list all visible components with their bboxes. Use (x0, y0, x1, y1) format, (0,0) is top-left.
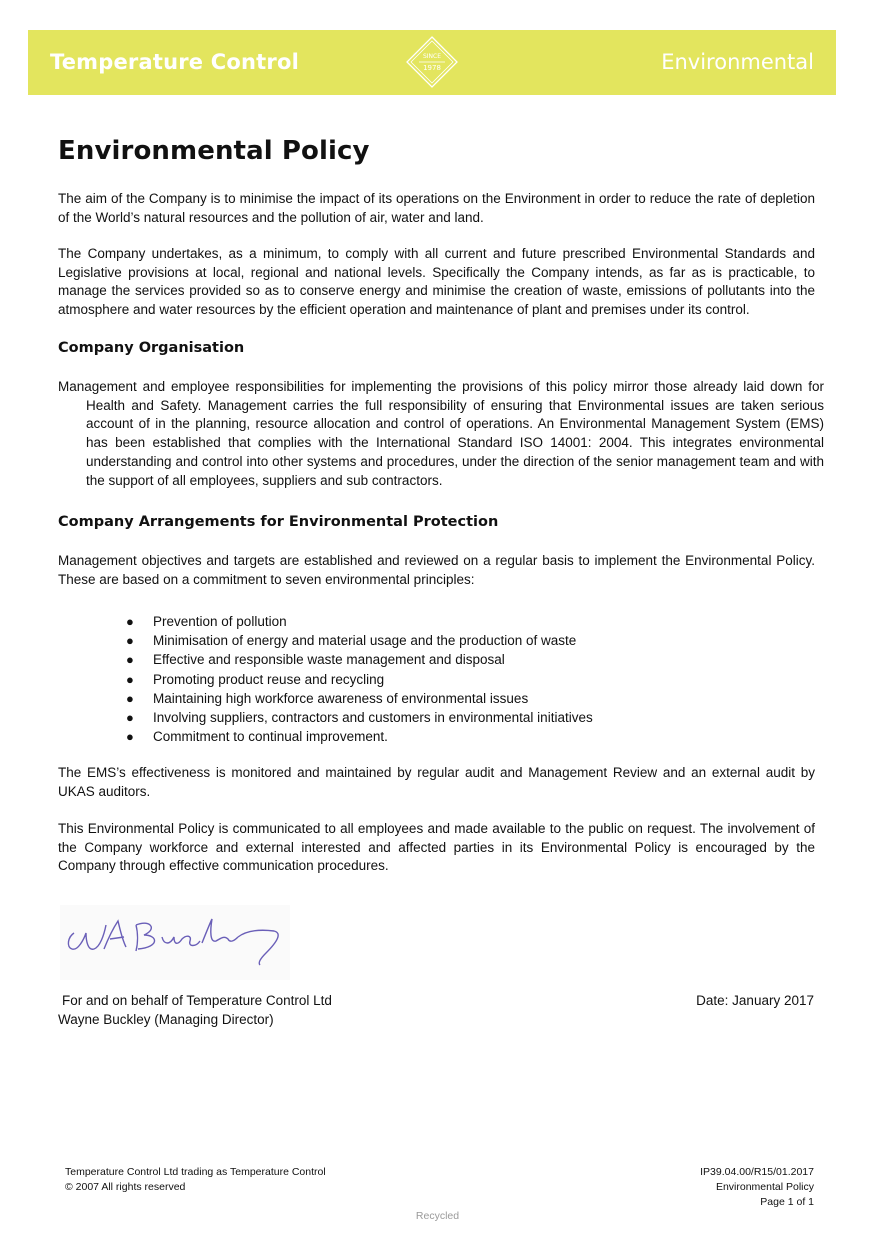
closing-text-1: The EMS’s effectiveness is monitored and maintained by regular audit and Management Review and an external audit by UKAS auditors. (58, 765, 815, 799)
bullet-icon: ● (126, 633, 134, 649)
seal-year-text: 1978 (423, 64, 441, 72)
bullet-icon: ● (126, 671, 134, 687)
intro-paragraph-1 (58, 190, 815, 227)
brand-name: Temperature Control (50, 50, 299, 74)
principle-text: Commitment to continual improvement. (153, 729, 388, 745)
organisation-text: Management and employee responsibilities for implementing the provisions of this policy mirror those already laid down for Health and Safety. Management carries the full responsibility of ensuring that Environmental issues are taken serious account of in the planning, resource allocation and control of operations. An Environmental Management System (EMS) has been established that complies with the International Standard ISO 14001: 2004. This integrates environmental understanding and control into other systems and procedures, under the direction of the senior management team and with the support of all employees, suppliers and sub contractors. (58, 379, 824, 488)
document-reference: IP39.04.00/R15/01.2017 (700, 1166, 814, 1178)
footer-copyright: © 2007 All rights reserved (65, 1181, 186, 1193)
page-title: Environmental Policy (58, 136, 370, 166)
arrangements-heading: Company Arrangements for Environmental Protection (58, 514, 499, 530)
intro-text-1: The aim of the Company is to minimise the impact of its operations on the Environment in order to reduce the rate of depletion of the World’s natural resources and the pollution of air, water and land. (58, 191, 815, 225)
footer-left (65, 1165, 326, 1195)
principle-text: Maintaining high workforce awareness of environmental issues (153, 690, 529, 706)
principle-text: Promoting product reuse and recycling (153, 671, 385, 687)
section-name: Environmental (661, 50, 814, 74)
bullet-icon: ● (126, 614, 134, 629)
on-behalf-text: For and on behalf of Temperature Control Ltd (62, 993, 332, 1008)
recycled-note: Recycled (415, 1210, 460, 1222)
signatory-name: Wayne Buckley (Managing Director) (58, 1011, 274, 1027)
intro-text-2: The Company undertakes, as a minimum, to comply with all current and future prescribed Environmental Standards and Legislative provisions at local, regional and national levels. Specifically the Company intends, as far as is practicable, to manage the services provided so as to conserve energy and minimise the creation of waste, emissions of pollutants into the atmosphere and water resources by the efficient operation and maintenance of plant and premises under its control. (58, 246, 815, 318)
bullet-icon: ● (126, 729, 134, 745)
principles-list (126, 612, 593, 746)
closing-text-2: This Environmental Policy is communicated to all employees and made available to the public on request. The involvement of the Company workforce and external interested and affected parties in its Environmental Policy is encouraged by the Company through effective communication procedures. (58, 821, 815, 874)
principle-text: Involving suppliers, contractors and customers in environmental initiatives (153, 710, 593, 726)
page-number: Page 1 of 1 (760, 1196, 814, 1208)
footer-right (700, 1165, 814, 1210)
document-title: Environmental Policy (715, 1181, 814, 1193)
signature-image (60, 905, 290, 980)
intro-paragraph-2 (58, 245, 815, 320)
signoff-block (58, 992, 332, 1029)
list-item (126, 727, 593, 746)
header-banner (28, 30, 836, 95)
list-item (126, 708, 593, 727)
closing-paragraph-1 (58, 764, 815, 801)
bullet-icon: ● (126, 690, 134, 706)
closing-paragraph-2 (58, 820, 815, 876)
principle-text: Minimisation of energy and material usage and the production of waste (153, 633, 577, 649)
since-seal-logo (405, 35, 459, 89)
arrangements-paragraph (58, 552, 815, 589)
list-item (126, 650, 593, 669)
list-item (126, 612, 593, 631)
seal-since-text: SINCE (422, 53, 442, 60)
organisation-heading: Company Organisation (58, 340, 245, 356)
bullet-icon: ● (126, 652, 134, 668)
organisation-paragraph (58, 378, 824, 490)
policy-date: Date: January 2017 (696, 993, 814, 1008)
principle-text: Effective and responsible waste management and disposal (153, 652, 505, 668)
footer-company: Temperature Control Ltd trading as Temperature Control (65, 1166, 326, 1178)
list-item (126, 631, 593, 650)
bullet-icon: ● (126, 710, 134, 726)
arrangements-text: Management objectives and targets are established and reviewed on a regular basis to implement the Environmental Policy. These are based on a commitment to seven environmental principles: (58, 553, 815, 587)
list-item (126, 670, 593, 689)
list-item (126, 689, 593, 708)
principle-text: Prevention of pollution (153, 614, 287, 629)
